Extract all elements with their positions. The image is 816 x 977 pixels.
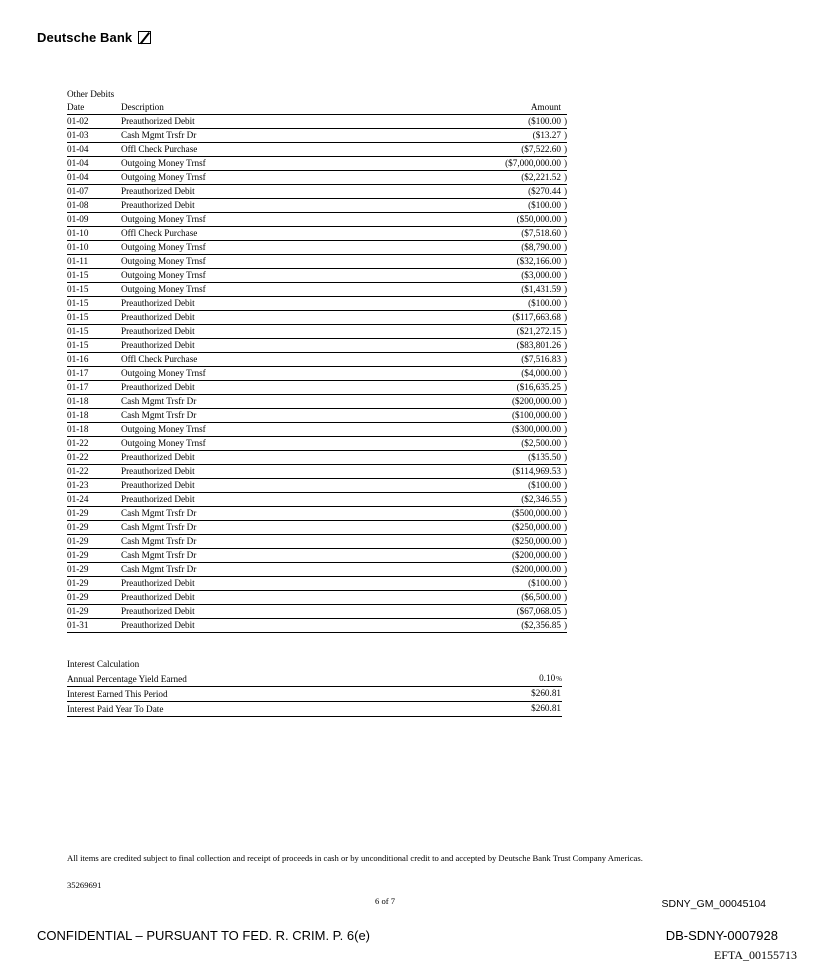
debit-row [67,156,567,170]
debit-date: 01-09 [67,212,121,226]
amount-close-paren: ) [563,325,567,336]
debit-amount-cell [421,366,567,380]
debit-date: 01-10 [67,240,121,254]
amount-close-paren: ) [563,115,567,126]
debit-amount: ($8,790.00 [521,241,561,252]
debit-amount: ($200,000.00 [512,395,561,406]
bank-header [37,26,151,48]
debit-amount-cell [421,114,567,128]
debit-date: 01-07 [67,184,121,198]
debit-row [67,282,567,296]
debit-amount: ($100.00 [528,479,561,490]
debit-amount: ($100.00 [528,297,561,308]
debit-amount: ($7,518.60 [521,227,561,238]
amount-close-paren: ) [563,409,567,420]
debit-amount: ($250,000.00 [512,535,561,546]
debit-description: Cash Mgmt Trsfr Dr [121,562,421,576]
amount-close-paren: ) [563,283,567,294]
debit-row [67,450,567,464]
debit-row [67,324,567,338]
interest-label: Interest Paid Year To Date [67,702,461,717]
bank-name: Deutsche Bank [37,29,133,45]
interest-rows [67,672,562,717]
debit-row [67,548,567,562]
amount-close-paren: ) [563,549,567,560]
interest-label: Annual Percentage Yield Earned [67,672,461,687]
debit-date: 01-29 [67,562,121,576]
other-debits-title: Other Debits [67,89,115,99]
debit-amount: ($7,000,000.00 [505,157,561,168]
debit-row [67,268,567,282]
interest-calculation-title: Interest Calculation [67,659,140,669]
amount-close-paren: ) [563,157,567,168]
debit-row [67,212,567,226]
debit-amount: ($100.00 [528,577,561,588]
debit-row [67,562,567,576]
debit-rows [67,114,567,632]
debit-row [67,520,567,534]
debit-description: Offl Check Purchase [121,226,421,240]
debit-row [67,296,567,310]
debit-description: Preauthorized Debit [121,184,421,198]
debit-description: Preauthorized Debit [121,464,421,478]
amount-close-paren: ) [563,619,567,630]
bates-number-efta: EFTA_00155713 [713,948,797,962]
debit-description: Outgoing Money Trnsf [121,282,421,296]
debit-amount: ($4,000.00 [521,367,561,378]
debit-amount-cell [421,506,567,520]
interest-value: $260.81 [531,688,561,698]
debit-row [67,338,567,352]
debit-amount: ($21,272.15 [516,325,561,336]
debit-row [67,240,567,254]
debit-date: 01-03 [67,128,121,142]
debit-row [67,310,567,324]
debit-amount: ($3,000.00 [521,269,561,280]
amount-close-paren: ) [563,493,567,504]
debit-date: 01-29 [67,506,121,520]
debit-date: 01-17 [67,366,121,380]
debit-date: 01-04 [67,170,121,184]
debit-amount-cell [421,184,567,198]
bates-number-sdny-gm: SDNY_GM_00045104 [661,898,766,910]
amount-close-paren: ) [563,129,567,140]
amount-close-paren: ) [563,423,567,434]
debit-amount-cell [421,268,567,282]
debit-date: 01-10 [67,226,121,240]
debit-amount-cell [421,352,567,366]
debit-amount: ($83,801.26 [516,339,561,350]
debit-amount-cell [421,324,567,338]
debit-description: Preauthorized Debit [121,380,421,394]
debit-description: Cash Mgmt Trsfr Dr [121,128,421,142]
debit-row [67,534,567,548]
amount-close-paren: ) [563,311,567,322]
interest-label: Interest Earned This Period [67,687,461,702]
debit-amount-cell [421,198,567,212]
debit-amount-cell [421,408,567,422]
confidential-notice: CONFIDENTIAL – PURSUANT TO FED. R. CRIM. P. 6(e) [37,928,371,943]
debit-date: 01-29 [67,520,121,534]
debit-row [67,254,567,268]
debit-amount: ($2,221.52 [521,171,561,182]
debit-amount: ($114,969.53 [512,465,561,476]
debit-description: Outgoing Money Trnsf [121,240,421,254]
debit-amount-cell [421,534,567,548]
debit-row [67,170,567,184]
debit-row [67,604,567,618]
debit-amount-cell [421,310,567,324]
debit-description: Outgoing Money Trnsf [121,436,421,450]
debit-description: Preauthorized Debit [121,492,421,506]
amount-close-paren: ) [563,255,567,266]
debit-date: 01-18 [67,408,121,422]
debit-date: 01-29 [67,604,121,618]
amount-close-paren: ) [563,451,567,462]
debit-amount: ($67,068.05 [516,605,561,616]
debit-row [67,422,567,436]
debit-date: 01-29 [67,534,121,548]
debit-amount: ($7,522.60 [521,143,561,154]
debit-date: 01-22 [67,436,121,450]
debit-date: 01-02 [67,114,121,128]
debit-date: 01-15 [67,296,121,310]
debit-row [67,506,567,520]
interest-value: 0.10 [539,673,556,683]
debit-date: 01-04 [67,142,121,156]
debit-row [67,380,567,394]
debit-row [67,618,567,632]
debit-description: Cash Mgmt Trsfr Dr [121,506,421,520]
debit-date: 01-15 [67,268,121,282]
amount-close-paren: ) [563,227,567,238]
debit-description: Preauthorized Debit [121,478,421,492]
debit-amount: ($270.44 [528,185,561,196]
amount-close-paren: ) [563,521,567,532]
debit-description: Outgoing Money Trnsf [121,254,421,268]
debit-row [67,142,567,156]
debit-date: 01-31 [67,618,121,632]
amount-close-paren: ) [563,591,567,602]
debit-date: 01-11 [67,254,121,268]
debit-description: Outgoing Money Trnsf [121,212,421,226]
amount-close-paren: ) [563,507,567,518]
debit-description: Outgoing Money Trnsf [121,268,421,282]
debit-description: Outgoing Money Trnsf [121,422,421,436]
amount-close-paren: ) [563,339,567,350]
interest-suffix: % [556,675,562,683]
debit-description: Cash Mgmt Trsfr Dr [121,520,421,534]
debit-amount: ($13.27 [532,129,561,140]
interest-row [67,672,562,687]
debit-row [67,352,567,366]
debit-amount-cell [421,618,567,632]
amount-close-paren: ) [563,577,567,588]
debit-row [67,464,567,478]
debit-date: 01-15 [67,338,121,352]
debit-description: Preauthorized Debit [121,114,421,128]
debit-row [67,590,567,604]
debit-description: Cash Mgmt Trsfr Dr [121,408,421,422]
table-header-row [67,100,567,114]
amount-column-header: Amount [421,100,567,114]
debit-description: Preauthorized Debit [121,604,421,618]
disclaimer-text: All items are credited subject to final collection and receipt of proceeds in cash or by unconditional credit to and accepted by Deutsche Bank Trust Company Americas. [67,853,643,863]
debit-amount-cell [421,128,567,142]
debit-date: 01-04 [67,156,121,170]
debit-amount: ($2,346.55 [521,493,561,504]
debit-description: Cash Mgmt Trsfr Dr [121,394,421,408]
bates-number-db-sdny: DB-SDNY-0007928 [665,928,778,943]
debit-amount-cell [421,562,567,576]
debit-amount: ($100.00 [528,199,561,210]
debit-amount-cell [421,464,567,478]
debit-amount-cell [421,436,567,450]
debit-date: 01-24 [67,492,121,506]
debit-amount-cell [421,394,567,408]
amount-close-paren: ) [563,479,567,490]
debit-amount-cell [421,240,567,254]
debit-row [67,436,567,450]
debit-amount-cell [421,604,567,618]
amount-close-paren: ) [563,535,567,546]
debit-amount: ($500,000.00 [512,507,561,518]
amount-close-paren: ) [563,465,567,476]
amount-close-paren: ) [563,437,567,448]
page-number: 6 of 7 [375,896,396,906]
debit-date: 01-15 [67,324,121,338]
debit-description: Preauthorized Debit [121,450,421,464]
debit-amount-cell [421,478,567,492]
debit-amount: ($1,431.59 [521,283,561,294]
deutsche-bank-logo-icon [138,31,151,44]
debit-row [67,366,567,380]
amount-close-paren: ) [563,353,567,364]
debit-amount-cell [421,380,567,394]
debit-amount: ($2,356.85 [521,619,561,630]
date-column-header: Date [67,100,121,114]
interest-row [67,702,562,717]
debit-description: Preauthorized Debit [121,324,421,338]
debit-description: Preauthorized Debit [121,296,421,310]
debit-amount-cell [421,576,567,590]
debit-amount-cell [421,548,567,562]
debit-date: 01-22 [67,450,121,464]
debit-amount-cell [421,338,567,352]
debit-description: Preauthorized Debit [121,310,421,324]
amount-close-paren: ) [563,563,567,574]
interest-value-cell [461,672,562,687]
description-column-header: Description [121,100,421,114]
amount-close-paren: ) [563,213,567,224]
debit-amount: ($250,000.00 [512,521,561,532]
debit-amount-cell [421,590,567,604]
debit-amount-cell [421,142,567,156]
debit-row [67,478,567,492]
debit-description: Preauthorized Debit [121,590,421,604]
debit-amount-cell [421,296,567,310]
other-debits-table [67,100,567,633]
debit-row [67,198,567,212]
debit-date: 01-22 [67,464,121,478]
debit-description: Cash Mgmt Trsfr Dr [121,548,421,562]
amount-close-paren: ) [563,143,567,154]
debit-description: Outgoing Money Trnsf [121,366,421,380]
debit-amount: ($100,000.00 [512,409,561,420]
debit-amount: ($2,500.00 [521,437,561,448]
debit-row [67,408,567,422]
debit-amount-cell [421,212,567,226]
debit-row [67,394,567,408]
debit-date: 01-29 [67,576,121,590]
amount-close-paren: ) [563,171,567,182]
debit-amount: ($32,166.00 [516,255,561,266]
amount-close-paren: ) [563,395,567,406]
debit-description: Preauthorized Debit [121,338,421,352]
interest-value-cell [461,687,562,702]
debit-date: 01-15 [67,282,121,296]
amount-close-paren: ) [563,199,567,210]
debit-description: Preauthorized Debit [121,618,421,632]
debit-description: Outgoing Money Trnsf [121,170,421,184]
debit-date: 01-17 [67,380,121,394]
debit-date: 01-15 [67,310,121,324]
debit-row [67,492,567,506]
debit-row [67,128,567,142]
debit-description: Preauthorized Debit [121,576,421,590]
debit-amount-cell [421,450,567,464]
debit-amount-cell [421,156,567,170]
debit-amount: ($100.00 [528,115,561,126]
interest-value: $260.81 [531,703,561,713]
debit-row [67,576,567,590]
amount-close-paren: ) [563,605,567,616]
debit-date: 01-16 [67,352,121,366]
debit-amount: ($50,000.00 [516,213,561,224]
interest-value-cell [461,702,562,717]
debit-amount: ($16,635.25 [516,381,561,392]
debit-amount-cell [421,254,567,268]
debit-amount: ($200,000.00 [512,563,561,574]
debit-date: 01-29 [67,548,121,562]
debit-date: 01-18 [67,422,121,436]
debit-row [67,114,567,128]
amount-close-paren: ) [563,269,567,280]
debit-amount-cell [421,226,567,240]
debit-date: 01-23 [67,478,121,492]
debit-description: Offl Check Purchase [121,352,421,366]
amount-close-paren: ) [563,185,567,196]
debit-amount: ($300,000.00 [512,423,561,434]
debit-amount: ($135.50 [528,451,561,462]
debit-description: Offl Check Purchase [121,142,421,156]
debit-amount: ($6,500.00 [521,591,561,602]
amount-close-paren: ) [563,381,567,392]
debit-amount: ($117,663.68 [512,311,561,322]
interest-calculation-table [67,672,562,717]
debit-row [67,184,567,198]
debit-amount-cell [421,170,567,184]
account-reference: 35269691 [67,880,102,890]
debit-amount-cell [421,422,567,436]
debit-amount: ($7,516.83 [521,353,561,364]
debit-row [67,226,567,240]
interest-row [67,687,562,702]
amount-close-paren: ) [563,367,567,378]
debit-date: 01-08 [67,198,121,212]
debit-description: Outgoing Money Trnsf [121,156,421,170]
debit-description: Preauthorized Debit [121,198,421,212]
amount-close-paren: ) [563,297,567,308]
amount-close-paren: ) [563,241,567,252]
debit-date: 01-18 [67,394,121,408]
debit-description: Cash Mgmt Trsfr Dr [121,534,421,548]
debit-date: 01-29 [67,590,121,604]
debit-amount-cell [421,520,567,534]
debit-amount: ($200,000.00 [512,549,561,560]
debit-amount-cell [421,282,567,296]
debit-amount-cell [421,492,567,506]
